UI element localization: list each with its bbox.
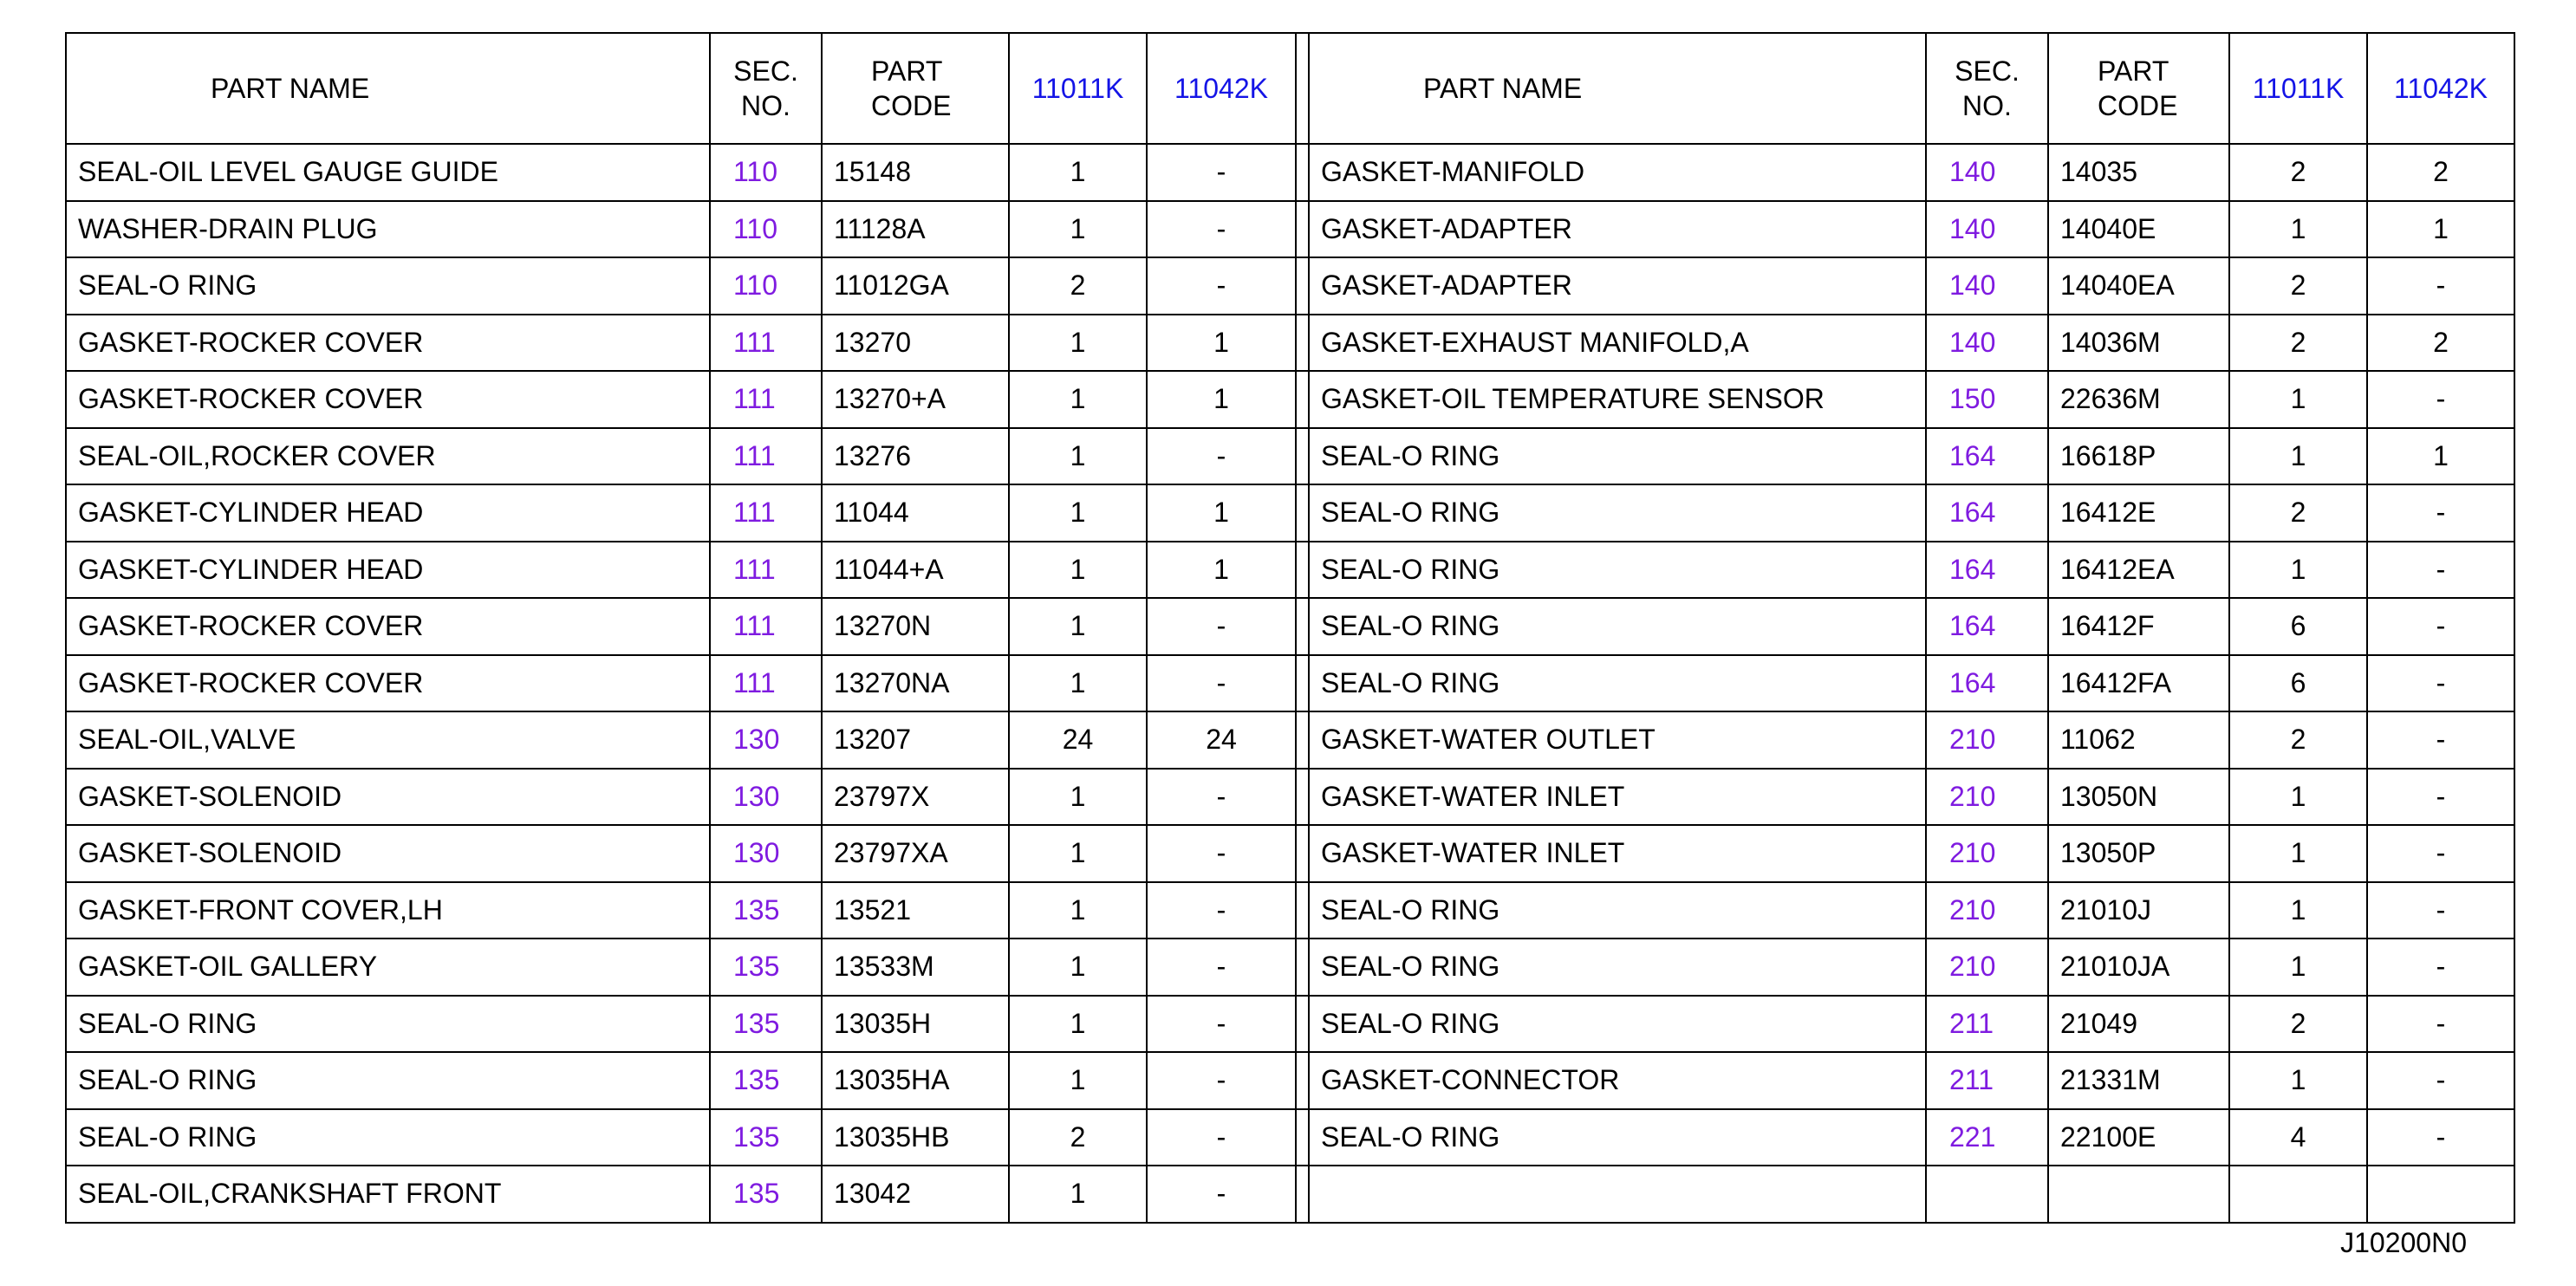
cell-qty-11011k: 1 — [1009, 882, 1147, 939]
table-row — [66, 315, 2514, 372]
cell-part-code: 16412EA — [2048, 542, 2229, 599]
cell-qty-11042k: - — [1147, 1052, 1296, 1109]
cell-qty-11042k — [2367, 1166, 2514, 1223]
cell-qty-11011k: 2 — [2229, 257, 2367, 315]
cell-sec-no: 111 — [710, 484, 822, 542]
cell-qty-11011k: 1 — [2229, 939, 2367, 996]
cell-sec-no: 210 — [1926, 939, 2048, 996]
cell-part-code: 22100E — [2048, 1109, 2229, 1166]
cell-part-name: GASKET-CYLINDER HEAD — [66, 484, 710, 542]
cell-sec-no: 111 — [710, 315, 822, 372]
cell-qty-11011k: 2 — [2229, 484, 2367, 542]
cell-part-code: 14036M — [2048, 315, 2229, 372]
cell-qty-11011k: 1 — [2229, 542, 2367, 599]
table-row — [66, 939, 2514, 996]
cell-part-code: 11012GA — [822, 257, 1009, 315]
cell-qty-11042k: 1 — [2367, 428, 2514, 485]
table-row — [66, 428, 2514, 485]
cell-part-name: GASKET-ROCKER COVER — [66, 598, 710, 655]
cell-qty-11042k: - — [1147, 144, 1296, 201]
cell-part-name: SEAL-OIL LEVEL GAUGE GUIDE — [66, 144, 710, 201]
header-part-code: PART CODE — [822, 33, 1009, 144]
cell-qty-11011k: 24 — [1009, 711, 1147, 769]
cell-qty-11042k: - — [2367, 996, 2514, 1053]
cell-part-code: 13270+A — [822, 371, 1009, 428]
header-sec-no: SEC. NO. — [1926, 33, 2048, 144]
cell-qty-11042k: - — [2367, 769, 2514, 826]
cell-sec-no: 140 — [1926, 201, 2048, 258]
cell-part-name: GASKET-WATER OUTLET — [1309, 711, 1926, 769]
cell-qty-11042k: 1 — [1147, 371, 1296, 428]
cell-qty-11011k: 2 — [2229, 711, 2367, 769]
cell-part-code: 13035HA — [822, 1052, 1009, 1109]
cell-sec-no: 140 — [1926, 315, 2048, 372]
cell-qty-11042k: 1 — [1147, 484, 1296, 542]
cell-sec-no: 130 — [710, 825, 822, 882]
column-divider — [1296, 542, 1309, 599]
column-divider — [1296, 201, 1309, 258]
cell-sec-no: 135 — [710, 882, 822, 939]
cell-part-name: GASKET-MANIFOLD — [1309, 144, 1926, 201]
cell-part-name: SEAL-O RING — [1309, 939, 1926, 996]
cell-qty-11011k: 1 — [1009, 315, 1147, 372]
cell-part-name: GASKET-ROCKER COVER — [66, 315, 710, 372]
cell-qty-11011k: 2 — [2229, 996, 2367, 1053]
cell-sec-no: 130 — [710, 711, 822, 769]
cell-qty-11042k: - — [1147, 825, 1296, 882]
column-divider — [1296, 825, 1309, 882]
cell-qty-11042k: - — [1147, 939, 1296, 996]
cell-sec-no: 210 — [1926, 769, 2048, 826]
cell-part-code: 21331M — [2048, 1052, 2229, 1109]
cell-part-code: 16618P — [2048, 428, 2229, 485]
cell-qty-11011k: 2 — [2229, 144, 2367, 201]
cell-qty-11011k: 1 — [1009, 939, 1147, 996]
cell-part-name: SEAL-O RING — [66, 1109, 710, 1166]
cell-qty-11011k: 1 — [1009, 1052, 1147, 1109]
cell-qty-11042k: - — [2367, 1052, 2514, 1109]
cell-part-code: 13270N — [822, 598, 1009, 655]
table-row — [66, 711, 2514, 769]
cell-part-code: 11044+A — [822, 542, 1009, 599]
cell-qty-11011k: 1 — [1009, 542, 1147, 599]
cell-part-code: 13207 — [822, 711, 1009, 769]
cell-sec-no: 140 — [1926, 257, 2048, 315]
cell-part-code: 16412FA — [2048, 655, 2229, 712]
cell-part-code: 14040E — [2048, 201, 2229, 258]
cell-part-name: SEAL-O RING — [1309, 484, 1926, 542]
cell-qty-11042k: - — [2367, 542, 2514, 599]
header-part-code: PART CODE — [2048, 33, 2229, 144]
cell-qty-11011k: 1 — [1009, 655, 1147, 712]
cell-sec-no: 211 — [1926, 996, 2048, 1053]
header-model-11042k: 11042K — [2367, 33, 2514, 144]
cell-sec-no: 111 — [710, 371, 822, 428]
cell-part-name: GASKET-OIL GALLERY — [66, 939, 710, 996]
cell-part-code: 13050N — [2048, 769, 2229, 826]
cell-qty-11011k: 1 — [2229, 882, 2367, 939]
cell-sec-no: 110 — [710, 257, 822, 315]
cell-sec-no: 164 — [1926, 428, 2048, 485]
cell-qty-11011k: 1 — [2229, 1052, 2367, 1109]
cell-qty-11042k: - — [2367, 371, 2514, 428]
cell-part-name: SEAL-O RING — [1309, 598, 1926, 655]
cell-qty-11042k: - — [1147, 428, 1296, 485]
cell-part-code: 13035HB — [822, 1109, 1009, 1166]
cell-sec-no: 110 — [710, 201, 822, 258]
cell-part-code: 14040EA — [2048, 257, 2229, 315]
cell-part-name: GASKET-ADAPTER — [1309, 201, 1926, 258]
cell-part-code: 23797X — [822, 769, 1009, 826]
column-divider — [1296, 711, 1309, 769]
cell-sec-no: 210 — [1926, 711, 2048, 769]
cell-qty-11011k: 2 — [1009, 257, 1147, 315]
cell-sec-no: 135 — [710, 939, 822, 996]
cell-qty-11011k: 1 — [1009, 1166, 1147, 1223]
cell-part-code: 16412F — [2048, 598, 2229, 655]
table-row — [66, 484, 2514, 542]
table-row — [66, 1052, 2514, 1109]
cell-part-name: SEAL-O RING — [1309, 428, 1926, 485]
cell-qty-11011k: 1 — [1009, 201, 1147, 258]
table-row — [66, 144, 2514, 201]
cell-part-code: 13533M — [822, 939, 1009, 996]
cell-qty-11011k: 1 — [1009, 371, 1147, 428]
cell-part-code: 13035H — [822, 996, 1009, 1053]
cell-qty-11011k: 2 — [1009, 1109, 1147, 1166]
cell-qty-11011k: 1 — [1009, 598, 1147, 655]
cell-part-name: GASKET-ROCKER COVER — [66, 655, 710, 712]
cell-qty-11011k — [2229, 1166, 2367, 1223]
cell-sec-no: 135 — [710, 1109, 822, 1166]
cell-part-name: SEAL-O RING — [1309, 542, 1926, 599]
cell-part-code — [2048, 1166, 2229, 1223]
cell-sec-no: 111 — [710, 655, 822, 712]
table-row — [66, 1166, 2514, 1223]
cell-sec-no: 140 — [1926, 144, 2048, 201]
table-row — [66, 201, 2514, 258]
drawing-code: J10200N0 — [2340, 1227, 2467, 1258]
cell-part-code: 13270 — [822, 315, 1009, 372]
cell-part-name: GASKET-CONNECTOR — [1309, 1052, 1926, 1109]
cell-part-code: 22636M — [2048, 371, 2229, 428]
cell-qty-11011k: 1 — [2229, 769, 2367, 826]
header-model-11011k: 11011K — [1009, 33, 1147, 144]
column-divider — [1296, 1052, 1309, 1109]
cell-qty-11042k: - — [2367, 257, 2514, 315]
cell-qty-11011k: 1 — [1009, 769, 1147, 826]
cell-part-name: GASKET-ADAPTER — [1309, 257, 1926, 315]
cell-sec-no: 135 — [710, 1166, 822, 1223]
cell-qty-11011k: 4 — [2229, 1109, 2367, 1166]
cell-part-name: WASHER-DRAIN PLUG — [66, 201, 710, 258]
column-divider — [1296, 428, 1309, 485]
cell-qty-11011k: 1 — [1009, 996, 1147, 1053]
cell-qty-11011k: 1 — [2229, 825, 2367, 882]
column-divider — [1296, 882, 1309, 939]
cell-part-name — [1309, 1166, 1926, 1223]
cell-sec-no: 221 — [1926, 1109, 2048, 1166]
cell-sec-no: 111 — [710, 542, 822, 599]
cell-part-code: 13270NA — [822, 655, 1009, 712]
table-row — [66, 542, 2514, 599]
cell-qty-11042k: - — [1147, 1109, 1296, 1166]
cell-part-name: GASKET-OIL TEMPERATURE SENSOR — [1309, 371, 1926, 428]
cell-qty-11042k: - — [2367, 939, 2514, 996]
cell-sec-no: 164 — [1926, 484, 2048, 542]
cell-qty-11042k: - — [2367, 882, 2514, 939]
cell-part-code: 11128A — [822, 201, 1009, 258]
cell-qty-11011k: 1 — [2229, 428, 2367, 485]
cell-qty-11011k: 1 — [1009, 484, 1147, 542]
table-row — [66, 655, 2514, 712]
header-sec-no: SEC. NO. — [710, 33, 822, 144]
cell-sec-no: 150 — [1926, 371, 2048, 428]
cell-sec-no: 164 — [1926, 542, 2048, 599]
cell-part-name: SEAL-O RING — [66, 257, 710, 315]
cell-qty-11042k: - — [1147, 655, 1296, 712]
table-row — [66, 257, 2514, 315]
cell-sec-no: 210 — [1926, 825, 2048, 882]
cell-qty-11042k: 2 — [2367, 315, 2514, 372]
cell-part-code: 13276 — [822, 428, 1009, 485]
table-row — [66, 371, 2514, 428]
table-row — [66, 769, 2514, 826]
cell-qty-11042k: - — [1147, 882, 1296, 939]
cell-sec-no: 110 — [710, 144, 822, 201]
cell-part-name: GASKET-CYLINDER HEAD — [66, 542, 710, 599]
cell-part-code: 16412E — [2048, 484, 2229, 542]
cell-part-code: 13042 — [822, 1166, 1009, 1223]
cell-part-code: 14035 — [2048, 144, 2229, 201]
cell-part-name: GASKET-FRONT COVER,LH — [66, 882, 710, 939]
cell-part-name: SEAL-O RING — [66, 1052, 710, 1109]
table-row — [66, 598, 2514, 655]
cell-sec-no — [1926, 1166, 2048, 1223]
cell-sec-no: 135 — [710, 1052, 822, 1109]
cell-part-name: GASKET-ROCKER COVER — [66, 371, 710, 428]
column-divider — [1296, 484, 1309, 542]
cell-part-name: SEAL-O RING — [1309, 996, 1926, 1053]
cell-part-code: 13050P — [2048, 825, 2229, 882]
cell-part-code: 11062 — [2048, 711, 2229, 769]
cell-qty-11042k: - — [2367, 1109, 2514, 1166]
cell-qty-11042k: - — [2367, 484, 2514, 542]
cell-qty-11011k: 6 — [2229, 655, 2367, 712]
cell-qty-11042k: - — [1147, 201, 1296, 258]
header-part-name: PART NAME — [66, 33, 710, 144]
cell-sec-no: 135 — [710, 996, 822, 1053]
column-divider — [1296, 939, 1309, 996]
column-divider — [1296, 655, 1309, 712]
cell-qty-11042k: - — [1147, 996, 1296, 1053]
cell-qty-11011k: 1 — [1009, 428, 1147, 485]
cell-qty-11042k: - — [2367, 825, 2514, 882]
column-divider — [1296, 315, 1309, 372]
cell-part-code: 23797XA — [822, 825, 1009, 882]
cell-part-name: SEAL-O RING — [66, 996, 710, 1053]
cell-qty-11011k: 1 — [2229, 371, 2367, 428]
cell-qty-11011k: 1 — [2229, 201, 2367, 258]
cell-qty-11042k: 1 — [1147, 542, 1296, 599]
cell-part-name: SEAL-O RING — [1309, 1109, 1926, 1166]
table-row — [66, 996, 2514, 1053]
header-model-11011k: 11011K — [2229, 33, 2367, 144]
cell-qty-11011k: 2 — [2229, 315, 2367, 372]
cell-part-name: GASKET-SOLENOID — [66, 769, 710, 826]
column-divider — [1296, 769, 1309, 826]
cell-part-code: 11044 — [822, 484, 1009, 542]
cell-sec-no: 164 — [1926, 655, 2048, 712]
table-row — [66, 825, 2514, 882]
parts-table — [65, 32, 2515, 1224]
cell-qty-11042k: 2 — [2367, 144, 2514, 201]
cell-part-name: GASKET-WATER INLET — [1309, 769, 1926, 826]
cell-part-code: 21010JA — [2048, 939, 2229, 996]
cell-qty-11042k: 1 — [1147, 315, 1296, 372]
cell-sec-no: 111 — [710, 598, 822, 655]
cell-qty-11042k: 24 — [1147, 711, 1296, 769]
header-row — [66, 33, 2514, 144]
cell-qty-11011k: 1 — [1009, 144, 1147, 201]
cell-part-name: GASKET-EXHAUST MANIFOLD,A — [1309, 315, 1926, 372]
header-part-name: PART NAME — [1309, 33, 1926, 144]
column-divider — [1296, 371, 1309, 428]
cell-qty-11042k: - — [1147, 257, 1296, 315]
cell-part-name: SEAL-OIL,ROCKER COVER — [66, 428, 710, 485]
column-divider — [1296, 598, 1309, 655]
table-row — [66, 882, 2514, 939]
cell-part-code: 21049 — [2048, 996, 2229, 1053]
column-divider — [1296, 1109, 1309, 1166]
cell-part-name: SEAL-OIL,CRANKSHAFT FRONT — [66, 1166, 710, 1223]
cell-qty-11042k: - — [2367, 711, 2514, 769]
table-row — [66, 1109, 2514, 1166]
cell-part-name: GASKET-WATER INLET — [1309, 825, 1926, 882]
cell-sec-no: 211 — [1926, 1052, 2048, 1109]
cell-sec-no: 111 — [710, 428, 822, 485]
cell-sec-no: 130 — [710, 769, 822, 826]
cell-part-code: 21010J — [2048, 882, 2229, 939]
cell-part-name: SEAL-O RING — [1309, 655, 1926, 712]
column-divider — [1296, 996, 1309, 1053]
header-model-11042k: 11042K — [1147, 33, 1296, 144]
column-divider — [1296, 33, 1309, 144]
cell-sec-no: 210 — [1926, 882, 2048, 939]
cell-part-name: SEAL-OIL,VALVE — [66, 711, 710, 769]
cell-part-name: GASKET-SOLENOID — [66, 825, 710, 882]
cell-qty-11011k: 6 — [2229, 598, 2367, 655]
cell-qty-11042k: - — [1147, 1166, 1296, 1223]
cell-qty-11042k: 1 — [2367, 201, 2514, 258]
cell-part-code: 15148 — [822, 144, 1009, 201]
cell-part-code: 13521 — [822, 882, 1009, 939]
column-divider — [1296, 257, 1309, 315]
cell-part-name: SEAL-O RING — [1309, 882, 1926, 939]
column-divider — [1296, 1166, 1309, 1223]
cell-qty-11011k: 1 — [1009, 825, 1147, 882]
cell-qty-11042k: - — [2367, 655, 2514, 712]
column-divider — [1296, 144, 1309, 201]
parts-sheet — [65, 32, 2514, 1224]
cell-qty-11042k: - — [1147, 598, 1296, 655]
cell-sec-no: 164 — [1926, 598, 2048, 655]
cell-qty-11042k: - — [1147, 769, 1296, 826]
cell-qty-11042k: - — [2367, 598, 2514, 655]
